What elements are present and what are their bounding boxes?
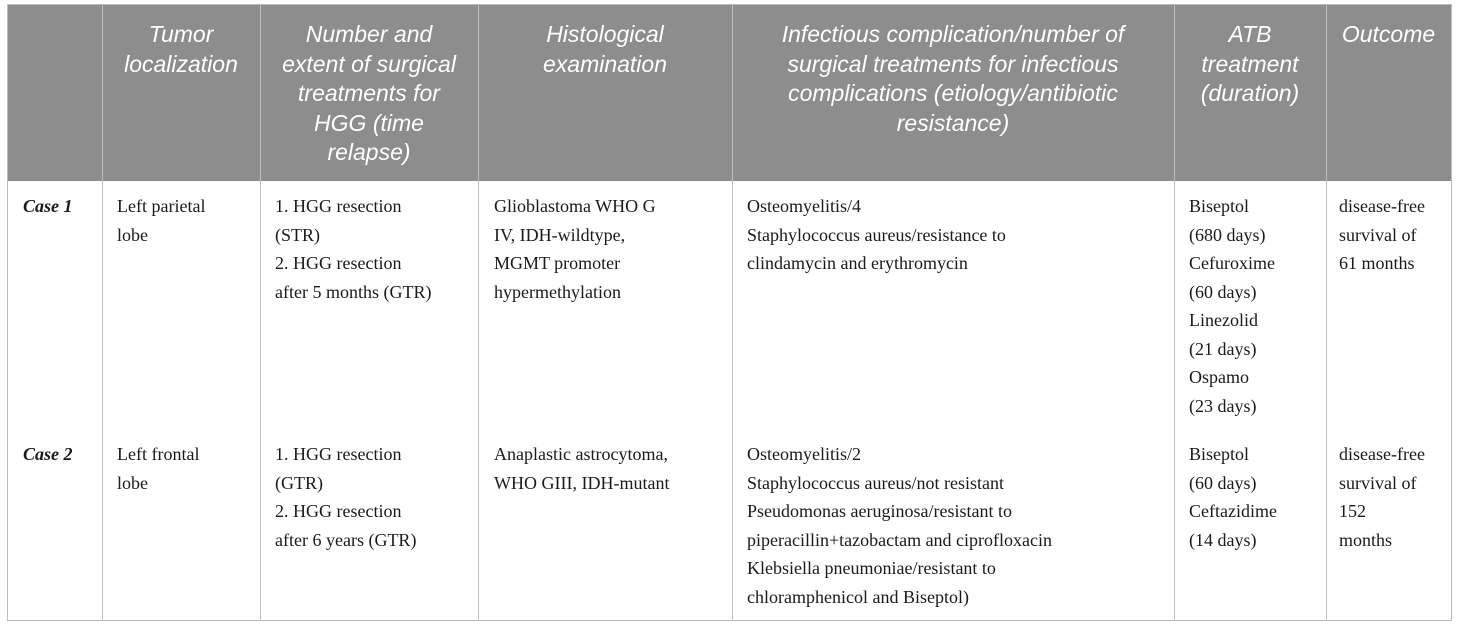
cell-atb: Biseptol (680 days) Cefuroxime (60 days) Linezolid (21 days) Ospamo (23 days) [1189, 196, 1275, 416]
cell-histological: Anaplastic astrocytoma, WHO GIII, IDH-mutant [494, 444, 670, 493]
cell-localization: Left frontal lobe [117, 444, 200, 493]
table [7, 4, 1452, 621]
row-case-label: Case 2 [23, 444, 73, 464]
column-divider [1326, 5, 1327, 620]
header-infectious-complication: Infectious complication/number of surgical treatments for infectious complications (etiology/antibiotic resistance) [781, 21, 1125, 136]
cell-infectious: Osteomyelitis/4 Staphylococcus aureus/resistance to clindamycin and erythromycin [747, 196, 1006, 273]
cell-atb: Biseptol (60 days) Ceftazidime (14 days) [1189, 444, 1277, 550]
row-case-label: Case 1 [23, 196, 73, 216]
cell-outcome: disease-free survival of 61 months [1339, 196, 1425, 273]
header-outcome: Outcome [1341, 21, 1436, 47]
cell-outcome: disease-free survival of 152 months [1339, 444, 1425, 550]
cell-surgical: 1. HGG resection (GTR) 2. HGG resection after 6 years (GTR) [275, 444, 417, 550]
column-divider [102, 5, 103, 620]
header-surgical-treatments: Number and extent of surgical treatments for HGG (time relapse) [282, 21, 456, 165]
cell-surgical: 1. HGG resection (STR) 2. HGG resection after 5 months (GTR) [275, 196, 432, 302]
cell-infectious: Osteomyelitis/2 Staphylococcus aureus/not resistant Pseudomonas aeruginosa/resistant to piperacillin+tazobactam and ciprofloxacin Klebsiella pneumoniae/resistant to chloramphenicol and Biseptol) [747, 444, 1053, 607]
cell-histological: Glioblastoma WHO G IV, IDH-wildtype, MGMT promoter hypermethylation [494, 196, 656, 302]
header-atb-treatment: ATB treatment (duration) [1200, 21, 1300, 106]
header-tumor-localization: Tumor localization [124, 21, 238, 77]
cell-localization: Left parietal lobe [117, 196, 206, 245]
header-histological-examination: Histological examination [542, 21, 668, 77]
column-divider [478, 5, 479, 620]
